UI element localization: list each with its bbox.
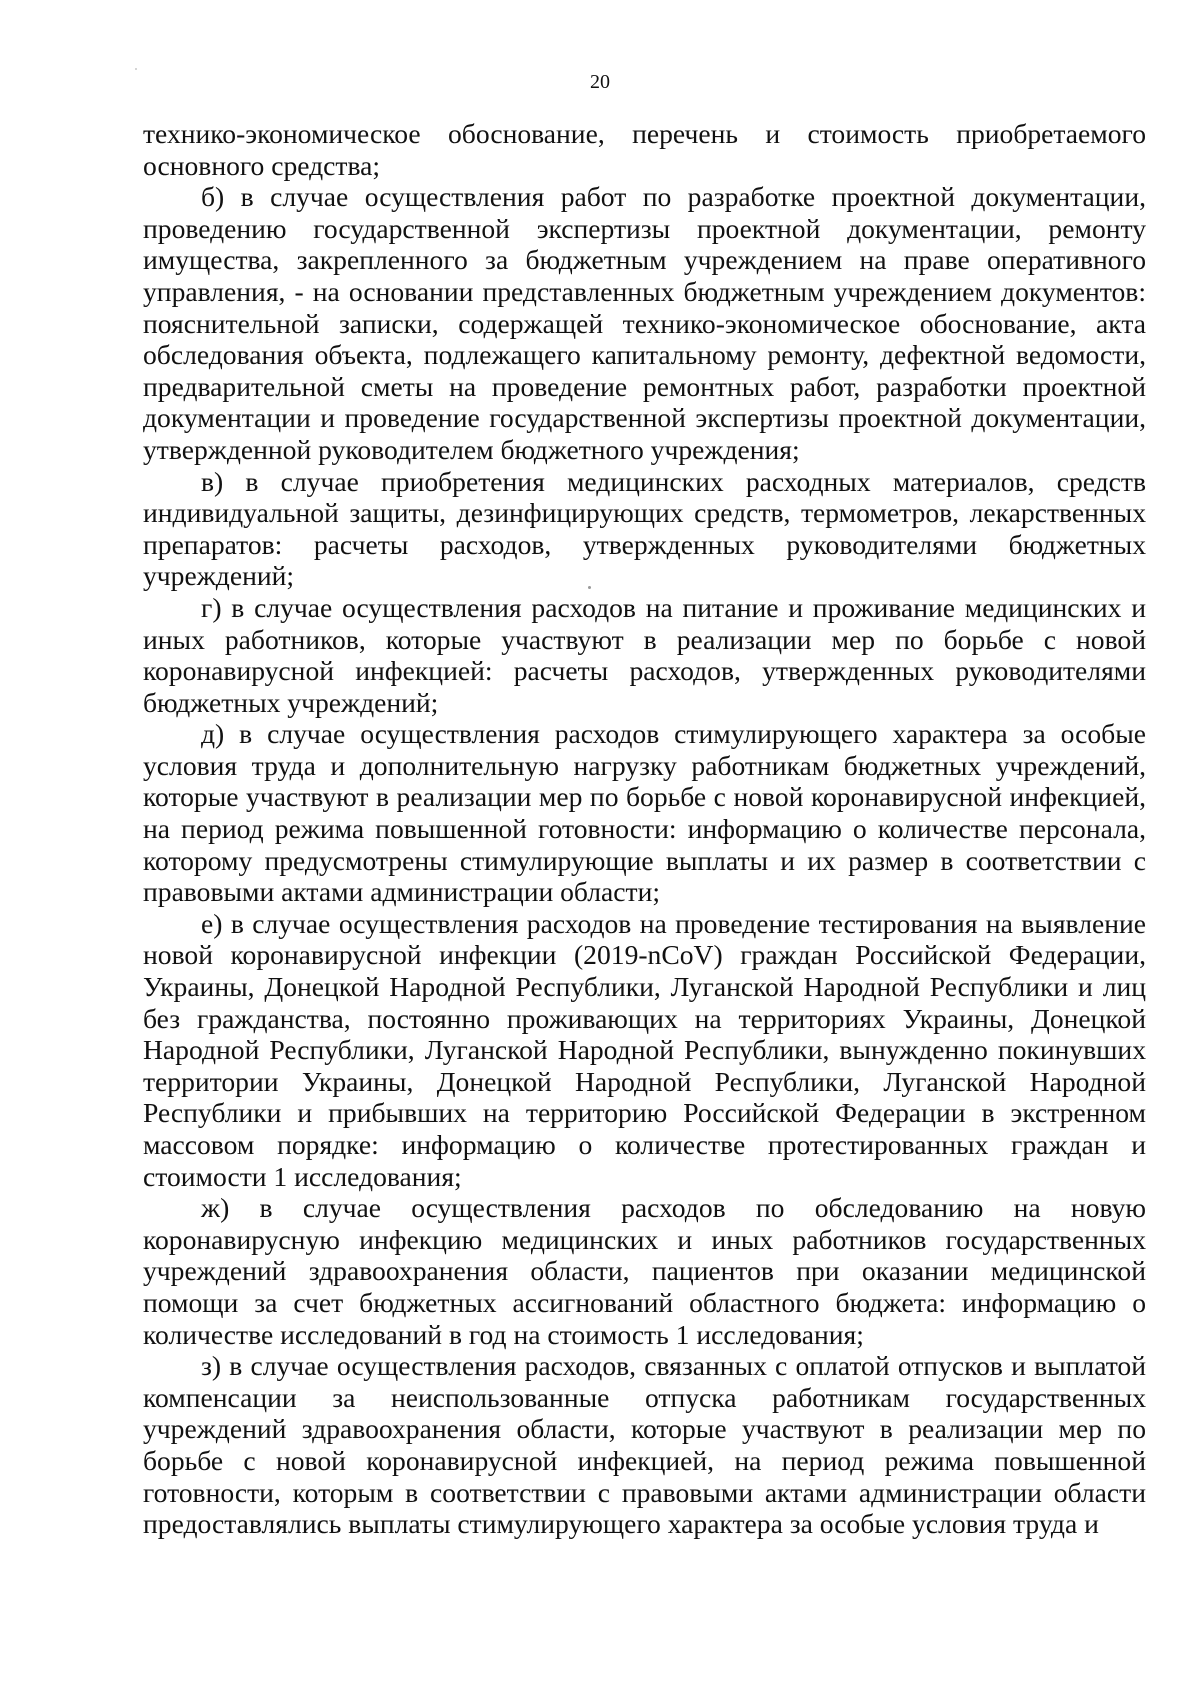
paragraph-item-d: д) в случае осуществления расходов стимулирующего характера за особые условия труда и дополнительную нагрузку работникам бюджетных учреждений, которые участвуют в реализации мер по борьбе с новой коронавирусной инфекцией, на период режима повышенной готовности: информацию о количестве персонала, которому предусмотрены стимулирующие выплаты и их размер в соответствии с правовыми актами администрации области;: [143, 718, 1146, 908]
page-number: 20: [590, 71, 610, 93]
paragraph-continuation: технико-экономическое обоснование, перечень и стоимость приобретаемого основного средства;: [143, 118, 1146, 181]
paragraph-item-e: е) в случае осуществления расходов на проведение тестирования на выявление новой коронавирусной инфекции (2019-nCoV) граждан Российской Федерации, Украины, Донецкой Народной Республики, Луганской Народной Республики и лиц без гражданства, постоянно проживающих на территориях Украины, Донецкой Народной Республики, Луганской Народной Республики, вынужденно покинувших территории Украины, Донецкой Народной Республики, Луганской Народной Республики и прибывших на территорию Российской Федерации в экстренном массовом порядке: информацию о количестве протестированных граждан и стоимости 1 исследования;: [143, 907, 1146, 1192]
paragraph-item-b: б) в случае осуществления работ по разработке проектной документации, проведению государственной экспертизы проектной документации, ремонту имущества, закрепленного за бюджетным учреждением на праве оперативного управления, - на основании представленных бюджетным учреждением документов: пояснительной записки, содержащей технико-экономическое обоснование, акта обследования объекта, подлежащего капитальному ремонту, дефектной ведомости, предварительной сметы на проведение ремонтных работ, разработки проектной документации и проведение государственной экспертизы проектной документации, утвержденной руководителем бюджетного учреждения;: [143, 181, 1146, 465]
scan-speck: [135, 68, 137, 70]
paragraph-item-g: г) в случае осуществления расходов на питание и проживание медицинских и иных работников, которые участвуют в реализации мер по борьбе с новой коронавирусной инфекцией: расчеты расходов, утвержденных руководителями бюджетных учреждений;: [143, 591, 1146, 718]
paragraph-item-z: з) в случае осуществления расходов, связанных с оплатой отпусков и выплатой компенсации за неиспользованные отпуска работникам государственных учреждений здравоохранения области, которые участвуют в реализации мер по борьбе с новой коронавирусной инфекцией, на период режима повышенной готовности, которым в соответствии с правовыми актами администрации области предоставлялись выплаты стимулирующего характера за особые условия труда и: [143, 1350, 1146, 1540]
scan-speck: [588, 586, 591, 589]
paragraph-item-v: в) в случае приобретения медицинских расходных материалов, средств индивидуальной защиты, дезинфицирующих средств, термометров, лекарственных препаратов: расчеты расходов, утвержденных руководителями бюджетных учреждений;: [143, 465, 1146, 592]
paragraph-item-zh: ж) в случае осуществления расходов по обследованию на новую коронавирусную инфекцию медицинских и иных работников государственных учреждений здравоохранения области, пациентов при оказании медицинской помощи за счет бюджетных ассигнований областного бюджета: информацию о количестве исследований в год на стоимость 1 исследования;: [143, 1192, 1146, 1350]
document-body: [143, 118, 1146, 1540]
